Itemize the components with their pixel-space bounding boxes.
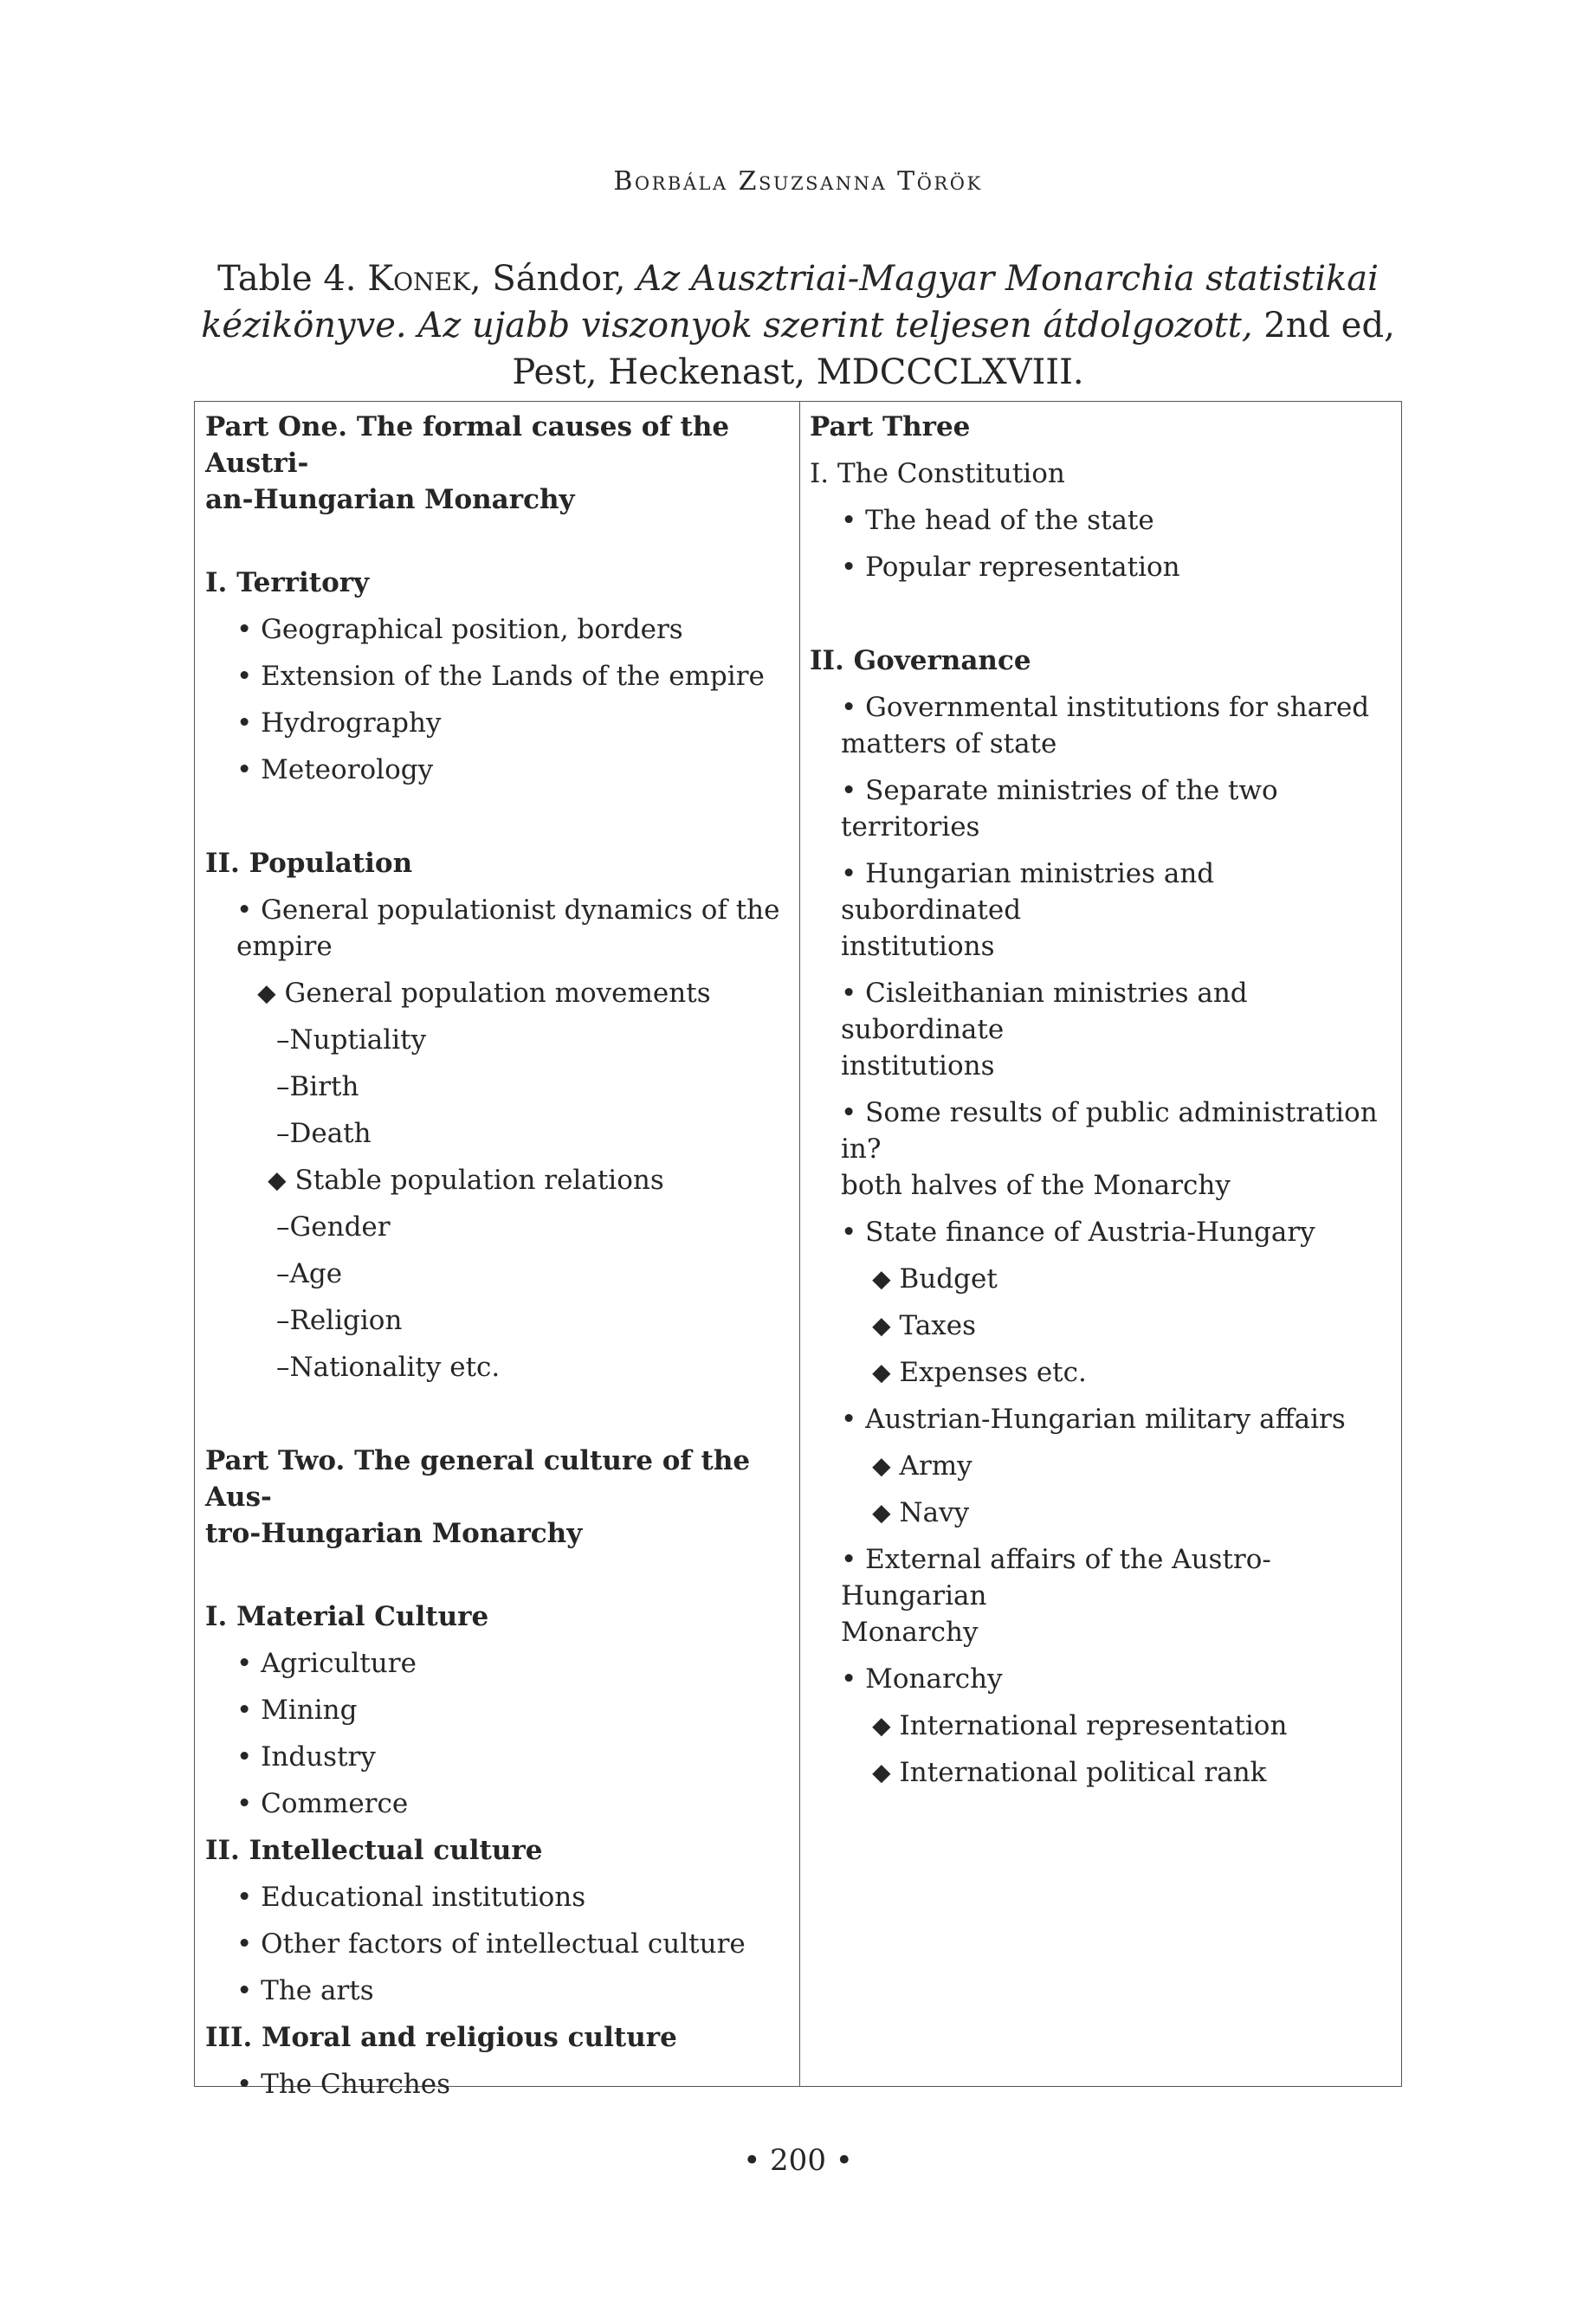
sub-item: ⬥ International representation xyxy=(872,1710,1288,1741)
list-item-line: • External affairs of the Austro-Hungarian xyxy=(841,1544,1271,1611)
list-item xyxy=(810,1541,1394,1650)
list-item: • Educational institutions xyxy=(236,1882,586,1913)
list-item: • Monarchy xyxy=(841,1663,1003,1695)
caption-suffix: 2nd ed, Pest, Heckenast, MDCCCLXVIII. xyxy=(512,306,1395,392)
part-two-title xyxy=(205,1443,785,1552)
part-one-title xyxy=(205,409,785,518)
list-item xyxy=(810,689,1394,762)
left-column xyxy=(205,409,785,2113)
sub-sub-item: –Nuptiality xyxy=(276,1024,427,1056)
part-three-title: Part Three xyxy=(810,411,971,442)
territory-heading: I. Territory xyxy=(205,567,370,598)
sub-item: ⬥ Stable population relations xyxy=(268,1165,664,1196)
list-item: • Separate ministries of the two territories xyxy=(841,775,1278,843)
sub-item: ⬥ International political rank xyxy=(872,1757,1267,1788)
list-item: • The Churches xyxy=(236,2069,451,2100)
running-head: Borbála Zsuzsanna Török xyxy=(613,166,983,197)
list-item: • Agriculture xyxy=(236,1648,417,1679)
list-item-line: empire xyxy=(236,931,333,962)
caption-author-surname: Konek xyxy=(367,259,470,299)
constitution-heading: I. The Constitution xyxy=(810,458,1065,489)
list-item xyxy=(810,856,1394,965)
list-item-line: institutions xyxy=(841,931,995,962)
list-item: • Extension of the Lands of the empire xyxy=(236,661,765,692)
sub-item: ⬥ General population movements xyxy=(257,978,711,1009)
sub-sub-item: –Gender xyxy=(276,1211,391,1243)
list-item: • Meteorology xyxy=(236,754,434,785)
part-one-title-line: an-Hungarian Monarchy xyxy=(205,484,575,515)
table-caption xyxy=(199,255,1397,396)
list-item: • The head of the state xyxy=(841,505,1154,536)
list-item-line: institutions xyxy=(841,1050,995,1082)
sub-item: ⬥ Budget xyxy=(872,1263,998,1295)
list-item: • Austrian-Hungarian military affairs xyxy=(841,1404,1346,1435)
sub-sub-item: –Birth xyxy=(276,1071,359,1102)
sub-item: ⬥ Expenses etc. xyxy=(872,1357,1087,1388)
page-number: • 200 • xyxy=(743,2143,853,2178)
list-item-line: • Hungarian ministries and subordinated xyxy=(841,858,1215,926)
sub-sub-item: –Nationality etc. xyxy=(276,1352,501,1383)
list-item xyxy=(810,975,1394,1084)
list-item xyxy=(810,1095,1394,1204)
material-culture-heading: I. Material Culture xyxy=(205,1601,489,1632)
list-item-line: Monarchy xyxy=(841,1617,979,1648)
sub-sub-item: –Age xyxy=(276,1258,343,1289)
part-one-title-line: Part One. The formal causes of the Austri- xyxy=(205,411,730,479)
part-two-title-line: Part Two. The general culture of the Aus- xyxy=(205,1445,751,1513)
part-two-title-line: tro-Hungarian Monarchy xyxy=(205,1518,583,1549)
list-item-line: • General populationist dynamics of the xyxy=(236,894,780,926)
governance-heading: II. Governance xyxy=(810,645,1031,676)
list-item: • Geographical position, borders xyxy=(236,614,683,645)
list-item-line: • Cisleithanian ministries and subordinate xyxy=(841,978,1248,1045)
right-column xyxy=(810,409,1394,1801)
population-heading: II. Population xyxy=(205,848,413,879)
sub-item: ⬥ Taxes xyxy=(872,1310,977,1341)
sub-item: ⬥ Army xyxy=(872,1450,972,1482)
column-divider xyxy=(799,402,800,2086)
list-item: • State finance of Austria-Hungary xyxy=(841,1217,1315,1248)
list-item-line: matters of state xyxy=(841,728,1057,759)
list-item-line: • Some results of public administration in? xyxy=(841,1097,1378,1165)
list-item: • Hydrography xyxy=(236,707,442,739)
caption-title: Az Ausztriai-Magyar Monarchia statistikai kézikönyve. Az ujabb viszonyok szerint teljesen átdolgozott, xyxy=(201,259,1379,346)
intellectual-culture-heading: II. Intellectual culture xyxy=(205,1835,543,1866)
list-item: • Industry xyxy=(236,1741,376,1773)
caption-author-given: , Sándor, xyxy=(469,259,637,299)
sub-sub-item: –Religion xyxy=(276,1305,403,1336)
list-item: • Other factors of intellectual culture xyxy=(236,1928,746,1960)
moral-culture-heading: III. Moral and religious culture xyxy=(205,2022,677,2053)
list-item-line: both halves of the Monarchy xyxy=(841,1170,1231,1201)
sub-item: ⬥ Navy xyxy=(872,1497,970,1528)
list-item-line: • Governmental institutions for shared xyxy=(841,692,1370,723)
list-item: • Popular representation xyxy=(841,552,1180,583)
caption-prefix: Table 4. xyxy=(217,259,368,299)
sub-sub-item: –Death xyxy=(276,1118,372,1149)
outline-table xyxy=(194,401,1402,2100)
list-item: • The arts xyxy=(236,1975,374,2006)
list-item xyxy=(205,892,785,965)
list-item: • Commerce xyxy=(236,1788,409,1819)
list-item: • Mining xyxy=(236,1695,358,1726)
